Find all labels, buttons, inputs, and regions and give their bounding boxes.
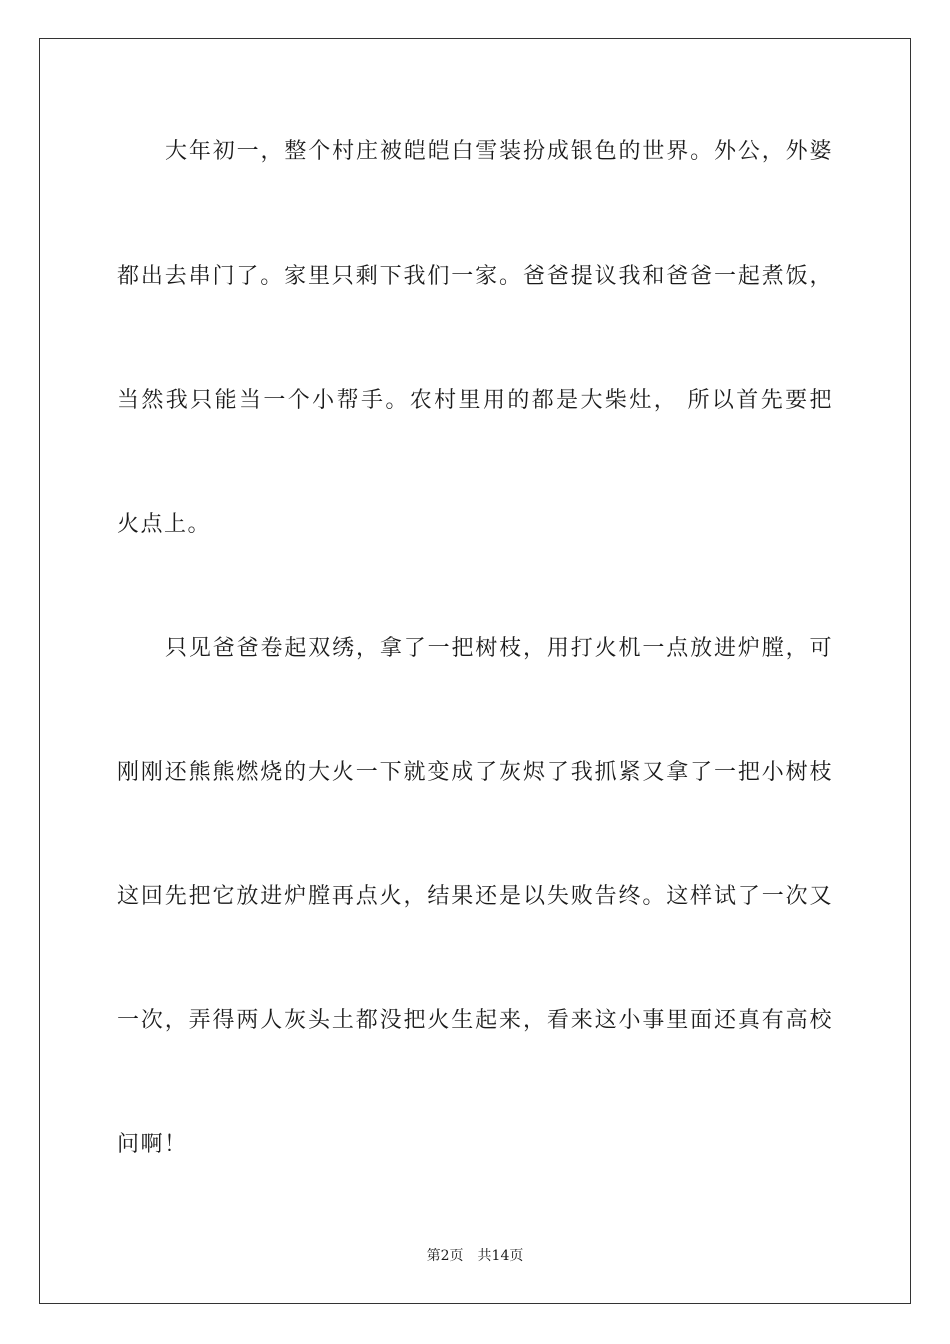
paragraph-2-line-2: 刚刚还熊熊燃烧的大火一下就变成了灰烬了我抓紧又拿了一把小树枝 bbox=[117, 760, 833, 785]
paragraph-1-line-1: 大年初一，整个村庄被皑皑白雪装扮成银色的世界。外公，外婆 bbox=[165, 139, 833, 164]
paragraph-2-line-4: 一次，弄得两人灰头土都没把火生起来，看来这小事里面还真有高校 bbox=[117, 1008, 833, 1033]
paragraph-1-line-2: 都出去串门了。家里只剩下我们一家。爸爸提议我和爸爸一起煮饭， bbox=[117, 264, 833, 289]
page-number-footer: 第2页 共14页 bbox=[426, 1248, 524, 1264]
paragraph-2-line-3: 这回先把它放进炉膛再点火，结果还是以失败告终。这样试了一次又 bbox=[117, 884, 833, 909]
paragraph-1-line-4: 火点上。 bbox=[117, 512, 212, 537]
paragraph-1-line-3: 当然我只能当一个小帮手。农村里用的都是大柴灶， 所以首先要把 bbox=[117, 388, 833, 413]
paragraph-2-line-5: 问啊！ bbox=[117, 1132, 188, 1157]
page-frame bbox=[39, 38, 911, 1304]
paragraph-2-line-1: 只见爸爸卷起双绣，拿了一把树枝，用打火机一点放进炉膛，可 bbox=[165, 636, 833, 661]
